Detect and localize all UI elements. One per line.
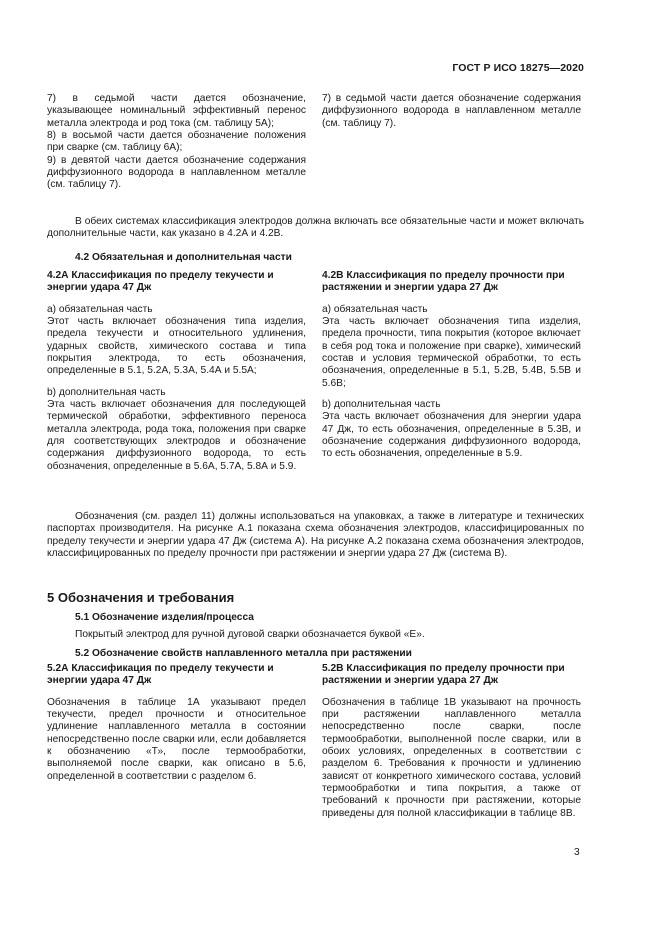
section-5-title: 5 Обозначения и требования [47, 590, 235, 605]
list-item: 7) в седьмой части дается обозначение содержания диффузионного водорода в наплавленном металле (см. таблицу 7). [322, 93, 581, 129]
section-4-2-title: 4.2 Обязательная и дополнительная части [75, 252, 292, 263]
section-5-2A [47, 663, 306, 783]
mandatory-text: Эта часть включает обозначения типа изделия, предела прочности, типа покрытия (которое включает в себя род тока и положение при сварке), химический состав и условия термической обработки, то есть обозначения, определенные в 5.1, 5.2В, 5.4В, 5.5В и 5.6В; [322, 316, 581, 389]
section-5-2A-title: 5.2А Классификация по пределу текучести и энергии удара 47 Дж [47, 663, 274, 687]
designations-paragraph: Обозначения (см. раздел 11) должны использоваться на упаковках, а также в литературе и технических паспортах производителя. На рисунке А.1 показана схема обозначения электродов, классифицированных по пределу текучести и энергии удара 47 Дж (система А). На рисунке А.2 показана схема обозначения электродов, классифицированных по пределу прочности при растяжении и энергии удара 27 Дж (система В). [47, 511, 584, 560]
mandatory-label: а) обязательная часть [47, 303, 153, 315]
section-5-1-title: 5.1 Обозначение изделия/процесса [75, 612, 254, 623]
document-header: ГОСТ Р ИСО 18275—2020 [452, 62, 584, 74]
section-5-2B-text: Обозначения в таблице 1В указывают на прочность при растяжении наплавленного металла непосредственно после сварки, после термообработки, выполненной после сварки, или в обоих условиях, определенных в соответствии с разделом 6. Требования к прочности и удлинению зависят от конкретного химического состава, условий термообработки и типа покрытия, а также от требований к прочности при растяжении, которые приведены для полной классификации в таблице 8В. [322, 696, 581, 819]
section-5-2-title: 5.2 Обозначение свойств наплавленного металла при растяжении [75, 648, 412, 659]
list-item: 7) в седьмой части дается обозначение, указывающее номинальный эффективный перенос металла электрода и род тока (см. таблицу 5А); [47, 93, 306, 129]
page-number: 3 [574, 847, 580, 858]
section-4-2A-title: 4.2А Классификация по пределу текучести и энергии удара 47 Дж [47, 270, 274, 294]
mandatory-label: а) обязательная часть [322, 303, 428, 315]
both-systems-paragraph: В обеих системах классификация электродов должна включать все обязательные части и может включать дополнительные части, как указано в 4.2А и 4.2В. [47, 216, 584, 240]
optional-text: Эта часть включает обозначения для последующей термической обработки, эффективного переноса металла электрода, рода тока, положения при сварке для соответствующих электродов и обозначение содержания диффузионного водорода, то есть обозначения, определенные в 5.6А, 5.7А, 5.8А и 5.9. [47, 399, 306, 472]
list-item: 8) в восьмой части дается обозначение положения при сварке (см. таблицу 6А); [47, 130, 306, 154]
section-5-2A-text: Обозначения в таблице 1А указывают предел текучести, предел прочности и относительное удлинение наплавленного металла в состоянии непосредственно после сварки или, если добавляется к обозначению «Т», после термообработки, выполняемой после сварки, как описано в 5.6, определенной в соответствии с разделом 6. [47, 696, 306, 782]
section-4-2A [47, 270, 306, 473]
optional-text: Эта часть включает обозначения для энергии удара 47 Дж, то есть обозначения, определенные в 5.3В, и обозначение содержания диффузионного водорода, то есть обозначения, определенные в 5.9. [322, 411, 581, 460]
section-4-2B [322, 270, 581, 461]
optional-label: b) дополнительная часть [322, 399, 441, 411]
section-5-2B [322, 663, 581, 820]
section-5-2B-title: 5.2В Классификация по пределу прочности при растяжении и энергии удара 27 Дж [322, 663, 565, 687]
section-5-1-text: Покрытый электрод для ручной дуговой сварки обозначается буквой «Е». [75, 629, 425, 641]
top-right-list [322, 93, 581, 130]
mandatory-text: Этот часть включает обозначения типа изделия, предела текучести и относительного удлинения, ударных свойств, химического состава и типа покрытия электрода, то есть обозначения, определенные в 5.1, 5.2А, 5.3А, 5.4А и 5.5А; [47, 316, 306, 377]
section-4-2B-title: 4.2В Классификация по пределу прочности при растяжении и энергии удара 27 Дж [322, 270, 565, 294]
section-5-1 [47, 612, 584, 642]
optional-label: b) дополнительная часть [47, 386, 166, 398]
list-item: 9) в девятой части дается обозначение содержания диффузионного водорода в наплавленном металле (см. таблицу 7). [47, 154, 306, 191]
top-left-list [47, 93, 306, 192]
